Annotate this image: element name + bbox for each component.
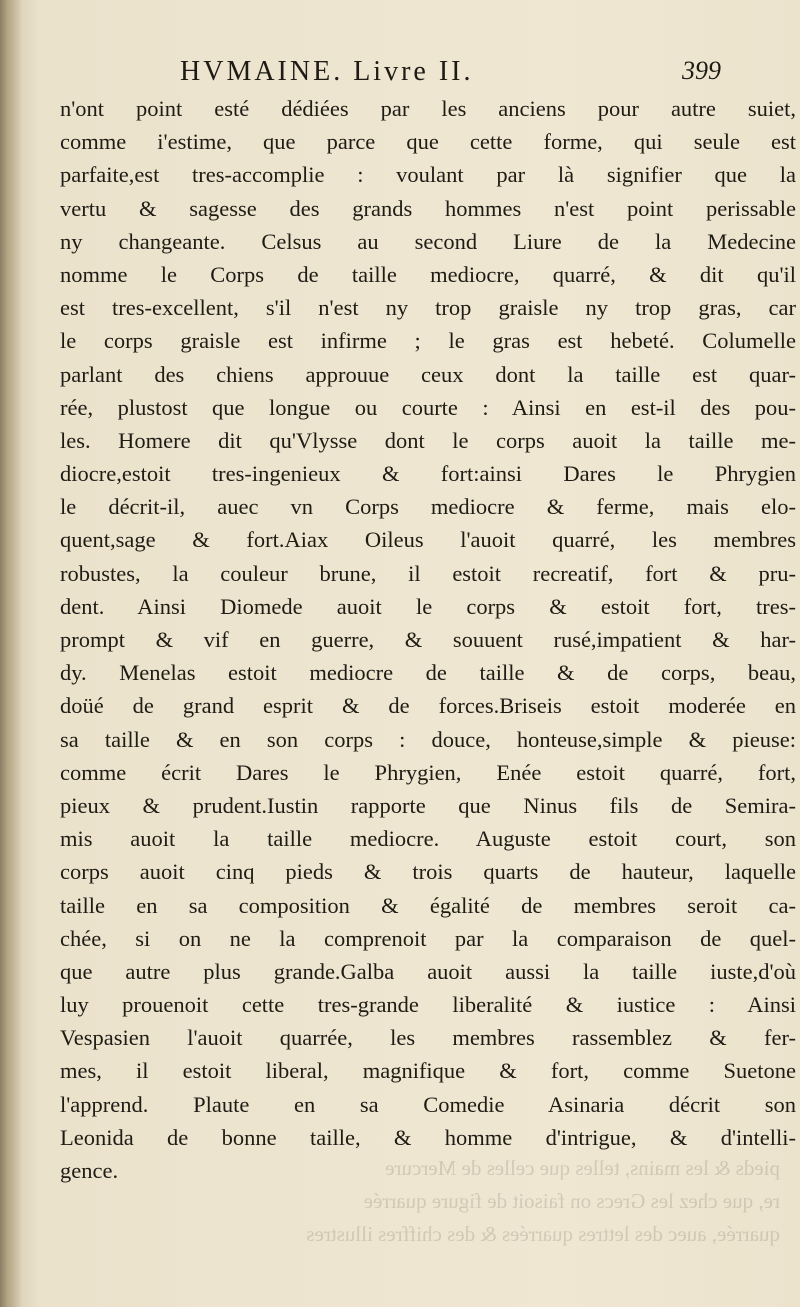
text-line: robustes, la couleur brune, il estoit recreatif, fort & pru- (60, 560, 796, 586)
text-line: parfaite,est tres-accomplie : voulant par là signifier que la (60, 162, 796, 188)
text-line: le décrit-il, auec vn Corps mediocre & ferme, mais elo- (60, 494, 796, 520)
text-line: est tres-excellent, s'il n'est ny trop graisle ny trop gras, car (60, 295, 796, 321)
text-line: n'ont point esté dédiées par les anciens pour autre suiet, (60, 96, 796, 121)
text-line: corps auoit cinq pieds & trois quarts de hauteur, laquelle (60, 859, 796, 885)
text-line: mis auoit la taille mediocre. Auguste estoit court, son (60, 826, 796, 852)
text-line: Vespasien l'auoit quarrée, les membres rassemblez & fer- (60, 1025, 796, 1051)
text-line: dent. Ainsi Diomede auoit le corps & estoit fort, tres- (60, 593, 796, 619)
text-line: sa taille & en son corps : douce, honteuse,simple & pieuse: (60, 726, 796, 752)
text-line: vertu & sagesse des grands hommes n'est point perissable (60, 195, 796, 221)
text-line: ny changeante. Celsus au second Liure de la Medecine (60, 228, 796, 254)
body-text (60, 92, 796, 1187)
page-header (0, 56, 800, 92)
text-line: quent,sage & fort.Aiax Oileus l'auoit quarré, les membres (60, 527, 796, 553)
text-line: le corps graisle est infirme ; le gras est hebeté. Columelle (60, 328, 796, 354)
text-line: l'apprend. Plaute en sa Comedie Asinaria décrit son (60, 1091, 796, 1117)
text-line: comme écrit Dares le Phrygien, Enée estoit quarré, fort, (60, 759, 796, 785)
running-head: HVMAINE. Livre II. (180, 56, 474, 87)
show-through-texture: pieds & les mains, telles que celles de Mercure re, que chez les Grecs on faisoit de figure quarrée quarrée, auec des lettres quarrées & des chiffres illustres (306, 1156, 780, 1246)
text-line: diocre,estoit tres-ingenieux & fort:ainsi Dares le Phrygien (60, 461, 796, 487)
text-line: prompt & vif en guerre, & souuent rusé,impatient & har- (60, 627, 796, 652)
text-line: Leonida de bonne taille, & homme d'intrigue, & d'intelli- (60, 1124, 796, 1150)
text-line: pieux & prudent.Iustin rapporte que Ninus fils de Semira- (60, 792, 796, 818)
text-line: luy prouenoit cette tres-grande liberalité & iustice : Ainsi (60, 992, 796, 1018)
text-line: doüé de grand esprit & de forces.Briseis estoit moderée en (60, 693, 796, 719)
text-line: que autre plus grande.Galba auoit aussi la taille iuste,d'où (60, 958, 796, 984)
text-line: taille en sa composition & égalité de membres seroit ca- (60, 892, 796, 918)
text-line: les. Homere dit qu'Vlysse dont le corps auoit la taille me- (60, 427, 796, 453)
text-line: rée, plustost que longue ou courte : Ainsi en est-il des pou- (60, 394, 796, 420)
text-line: mes, il estoit liberal, magnifique & fort, comme Suetone (60, 1058, 796, 1084)
text-line: comme i'estime, que parce que cette forme, qui seule est (60, 129, 796, 155)
text-line: gence. (60, 1158, 119, 1183)
page-number: 399 (682, 56, 721, 85)
gutter-shadow (0, 0, 22, 1307)
text-line: nomme le Corps de taille mediocre, quarré, & dit qu'il (60, 261, 796, 287)
text-line: parlant des chiens approuue ceux dont la taille est quar- (60, 361, 796, 387)
text-line: dy. Menelas estoit mediocre de taille & de corps, beau, (60, 660, 796, 686)
text-line: chée, si on ne la comprenoit par la comparaison de quel- (60, 925, 796, 951)
